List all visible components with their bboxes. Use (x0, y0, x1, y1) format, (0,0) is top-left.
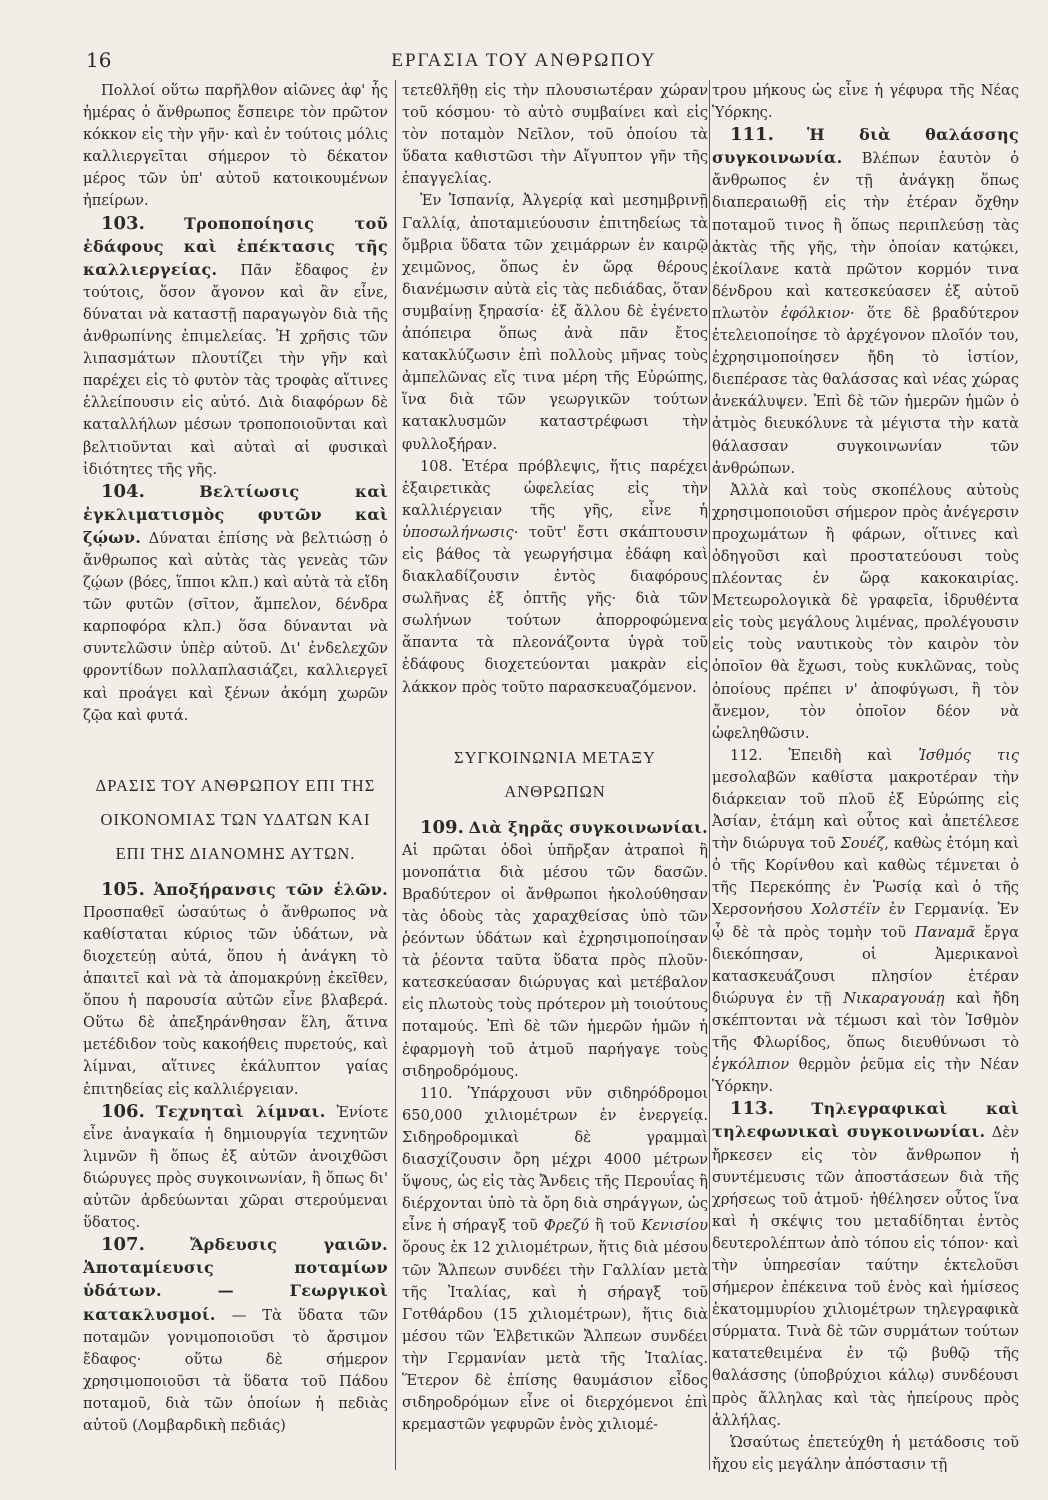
section-title: Ἡ διὰ θαλάσσης συγκοινωνία. (712, 125, 1019, 168)
text-run: ἔργα διεκόπησαν, οἱ Ἀμερικανοὶ κατασκευάζουσι πλησίον ἑτέραν διώρυγα ἐν τῇ (712, 923, 1019, 1007)
chapter-heading: ΔΡΑΣΙΣ ΤΟΥ ΑΝΘΡΩΠΟΥ ΕΠΙ ΤΗΣ ΟΙΚΟΝΟΜΙΑΣ ΤΩΝ ΥΔΑΤΩΝ ΚΑΙ ΕΠΙ ΤΗΣ ΔΙΑΝΟΜΗΣ ΑΥΤΩΝ. (95, 775, 376, 863)
column-3 (712, 80, 1019, 1476)
text-run: 108. Ἑτέρα πρόβλεψις, ἥτις παρέχει ἐξαιρετικὰς ὠφελείας εἰς τὴν καλλιέργειαν τῆς γῆς, εἶνε ἡ (402, 457, 708, 519)
section-109 (402, 817, 708, 1083)
number: 650,000 (402, 1106, 463, 1124)
text-run: , καθὼς ἐτόμη καὶ ὁ τῆς Κορίνθου καὶ καθὼς τέμνεται ὁ τῆς Περεκόπης ἐν Ῥωσίᾳ καὶ ὁ τῆς Χερσονήσου (712, 835, 1020, 919)
text-run: · ὅτε δὲ βραδύτερον ἐτελειοποίησε τὸ ἀρχέγονον πλοῖόν του, ἐχρησιμοποίησεν ἤδη τὸ ἱστίον, διεπέρασε τὰς θαλάσσας καὶ νέας χώρας ἀνεκάλυψεν. Ἐπὶ δὲ τῶν ἡμερῶν ἡμῶν ὁ ἀτμὸς διευκόλυνε τὰ μέγιστα τὴν κατὰ θάλασσαν συγκοινωνίαν τῶν ἀνθρώπων. (712, 304, 1019, 477)
section-number: 106. (101, 1100, 145, 1122)
paragraph: τρου μήκους ὡς εἶνε ἡ γέφυρα τῆς Νέας Ὑόρκης. (712, 82, 1019, 122)
text-run: ἢ τοῦ (589, 1217, 642, 1235)
running-title: ΕΡΓΑΣΙΑ ΤΟΥ ΑΝΘΡΩΠΟΥ (391, 50, 657, 71)
section-text: Δύναται ἐπίσης νὰ βελτιώσῃ ὁ ἄνθρωπος καὶ αὐτὰς τὰς γενεὰς τῶν ζῴων (βόες, ἵπποι κλπ.) καὶ αὐτὰ τὰ εἴδη τῶν φυτῶν (σῖτον, ἄμπελον, δένδρα καρποφόρα κλπ.) ὅσα δύνανται νὰ συντελῶσιν ὑπὲρ αὐτοῦ. Δι' ἐνδελεχῶν φροντίδων πολλαπλασιάζει, καλλιεργεῖ καὶ προάγει καὶ ξένων ἀκόμη χωρῶν ζῷα καὶ φυτά. (83, 529, 389, 724)
section-105 (83, 879, 388, 1101)
section-103 (83, 213, 388, 481)
italic-term: Κενισίου (641, 1217, 708, 1235)
section-text: — Τὰ ὕδατα τῶν ποταμῶν γονιμοποιοῦσι τὸ ἄρσιμον ἔδαφος· οὕτω δὲ σήμερον χρησιμοποιοῦσι τὰ ὕδατα τοῦ Πάδου ποταμοῦ, διὰ τῶν ὁποίων ἡ πεδιὰς αὐτοῦ (Λομβαρδικὴ πεδιάς) (83, 1306, 388, 1434)
paragraph: Ἐν Ἱσπανίᾳ, Ἀλγερίᾳ καὶ μεσημβρινῇ Γαλλίᾳ, ἀποταμιεύουσιν ἐπιτηδείως τὰ ὄμβρια ὕδατα τῶν χειμάρρων ἐν καιρῷ χειμῶνος, ὅπως ἐν ὥρᾳ θέρους διανέμωσιν αὐτὰ εἰς τὰς πεδιάδας, ὅταν συμβαίνῃ ξηρασία· ἐξ ἄλλου δὲ ἐγένετο ἀπόπειρα ὅπως ἀνὰ πᾶν ἔτος κατακλύζωσιν ἐπὶ πολλοὺς μῆνας τοὺς ἀμπελῶνας εἴς τινα μέρη τῆς Εὐρώπης, ἵνα διὰ τῶν γεωργικῶν τούτων κατακλυσμῶν καταστρέφωσι τὴν φυλλοξήραν. (402, 192, 708, 453)
section-number: 113. (730, 1098, 774, 1120)
section-title: Ἄρδευσις γαιῶν. Ἀποταμίευσις ποταμίων ὑδάτων. — Γεωργικοὶ κατακλυσμοί. (83, 1235, 388, 1324)
column-1 (83, 80, 388, 1437)
chapter-heading: ΣΥΓΚΟΙΝΩΝΙΑ ΜΕΤΑΞΥ ΑΝΘΡΩΠΩΝ (454, 747, 656, 801)
number: 15 (499, 1305, 518, 1323)
text-run: Βλέπων ἑαυτὸν ὁ ἄνθρωπος ἐν τῇ ἀνάγκῃ ὅπως διαπεραιωθῇ εἰς τὴν ἑτέραν ὄχθην ποταμοῦ τινος ἢ ὅπως περιπλεύσῃ τὰς ἀκτὰς τῆς γῆς, τὴν ὁποίαν κατῴκει, ἐκοίλανε κατὰ πρῶτον κορμόν τινα δένδρου καὶ κατεσκεύασεν ἐξ αὐτοῦ πλωτὸν (712, 150, 1019, 322)
text-run: ὅρους ἐκ (402, 1239, 473, 1257)
section-title: Τροποποίησις τοῦ ἐδάφους καὶ ἐπέκτασις τῆς καλλιεργείας. (83, 213, 388, 279)
column-2 (402, 80, 708, 1436)
italic-term: Φρεζύ (543, 1217, 590, 1235)
section-110 (402, 1083, 708, 1437)
section-title: Ἀποξήρανσις τῶν ἑλῶν. (153, 879, 389, 899)
section-number: 111. (730, 124, 774, 146)
section-text: Προσπαθεῖ ὡσαύτως ὁ ἄνθρωπος νὰ καθίσταται κύριος τῶν ὑδάτων, νὰ διοχετεύῃ αὐτά, ὅπου ἡ ἀνάγκη τὸ ἀπαιτεῖ καὶ νὰ τὰ ἀπομακρύνῃ ἐκεῖθεν, ὅπου ἡ παρουσία αὐτῶν εἶνε βλαβερά. Οὕτω δὲ ἀπεξηράνθησαν ἕλη, ἅτινα μετέδιδον τοὺς κακοήθεις πυρετούς, καὶ λίμναι, αἵτινες ἐκάλυπτον γαίας ἐπιτηδείας εἰς καλλιέργειαν. (83, 903, 388, 1098)
section-title: Διὰ ξηρᾶς συγκοινωνίαι. (468, 817, 708, 837)
number: 4000 (604, 1151, 642, 1169)
section-108 (402, 456, 708, 699)
section-text: Δὲν ἤρκεσεν εἰς τὸν ἄνθρωπον ἡ συντέμευσις τῶν ἀποστάσεων διὰ τῆς χρήσεως τοῦ ἀτμοῦ· ἠθέλησεν οὗτος ἵνα καὶ ἡ σκέψις του μεταδίδηται ἐντὸς δευτερολέπτων ἀπὸ τόπου εἰς τόπον· καὶ τὴν ὑπηρεσίαν ταύτην ἐκτελοῦσι σήμερον ἐπέκεινα τοῦ ἑνὸς καὶ ἡμίσεος ἑκατομμυρίου χιλιομέτρων τηλεγραφικὰ σύρματα. Τινὰ δὲ τῶν συρμάτων τούτων κατατεθειμένα ἐν τῷ βυθῷ τῆς θαλάσσης (ὑποβρύχιοι κάλῳ) συνδέουσι πρὸς ἄλληλας καὶ τὰς ἠπείρους πρὸς ἀλλήλας. (712, 1124, 1020, 1429)
section-title: Τηλεγραφικαὶ καὶ τηλεφωνικαὶ συγκοινωνίαι. (712, 1099, 1020, 1142)
section-text: Αἱ πρῶται ὁδοὶ ὑπῆρξαν ἀτραποὶ ἢ μονοπάτια διὰ μέσου τῶν δασῶν. Βραδύτερον οἱ ἄνθρωποι ἠκολούθησαν τὰς ὁδοὺς τὰς χαραχθείσας ὑπὸ τῶν ῥεόντων ὑδάτων καὶ ἐχρησιμοποίησαν τὰ ῥέοντα ταῦτα ὕδατα πρὸς πλοῦν· κατεσκεύασαν διώρυγας καὶ μετέβαλον εἰς πλωτοὺς τοὺς πρότερον μὴ τοιούτους ποταμούς. Ἐπὶ δὲ τῶν ἡμερῶν ἡμῶν ἡ ἐφαρμογὴ τοῦ ἀτμοῦ παρήγαγε τοὺς σιδηροδρόμους. (402, 841, 708, 1080)
italic-term: Σουέζ (840, 835, 885, 853)
section-113 (712, 1098, 1019, 1431)
section-107 (83, 1234, 388, 1437)
italic-term: ἐγκόλπιον (712, 1056, 790, 1074)
section-text: Πᾶν ἔδαφος ἐν τούτοις, ὅσον ἄγονον καὶ ἂν εἶνε, δύναται νὰ καταστῇ παραγωγὸν διὰ τῆς ἀνθρωπίνης ἐπιμελείας. Ἡ χρῆσις τῶν λιπασμάτων πλουτίζει τὴν γῆν καὶ παρέχει εἰς τὸ φυτὸν τὰς τροφὰς αἵτινες ἐλλείπουσιν εἰς αὐτό. Διὰ διαφόρων δὲ καταλλήλων μέσων τροποποιοῦνται καὶ βελτιοῦνται καὶ αὐταὶ αἱ φυσικαὶ ἰδιότητες τῆς γῆς. (83, 261, 388, 478)
page-number: 16 (86, 48, 112, 72)
paragraph: τετεθλῆθῃ εἰς τὴν πλουσιωτέραν χώραν τοῦ κόσμου· τὸ αὐτὸ συμβαίνει καὶ εἰς τὸν ποταμὸν Νεῖλον, τοῦ ὁποίου τὰ ὕδατα καθιστῶσι τὴν Αἴγυπτον γῆν τῆς ἐπαγγελίας. (402, 82, 708, 188)
section-number: 104. (101, 480, 145, 502)
text-run: 112. Ἐπειδὴ καὶ (730, 746, 919, 764)
paragraph: Πολλοί οὕτω παρῆλθον αἰῶνες ἀφ' ἧς ἡμέρας ὁ ἄνθρωπος ἔσπειρε τὸν πρῶτον κόκκον εἰς τὴν γῆν· καὶ ἐν τούτοις μόλις καλλιεργεῖται σήμερον τὸ δέκατον μέρος τῶν ὑπ' αὐτοῦ κατοικουμένων ἠπείρων. (83, 82, 388, 210)
italic-term: Παναμᾶ (914, 923, 976, 941)
column-rule (395, 80, 396, 1470)
text-run: μέτρων ὕψους, ὡς εἰς τὰς Ἄνδεις τῆς Περουΐας ἢ διέρχονται ὑπὸ τὰ ὄρη διὰ σηράγγων, ὡς εἶνε ἡ σήραγξ τοῦ (402, 1151, 709, 1235)
italic-term: Νικαραγουάῃ (843, 989, 945, 1007)
italic-term: ὑποσωλήνωσις (402, 523, 514, 541)
paragraph: Ὡσαύτως ἐπετεύχθη ἡ μετάδοσις τοῦ ἤχου εἰς μεγάλην ἀπόστασιν τῇ (712, 1433, 1019, 1473)
text-run: · τοῦτ' ἔστι σκάπτουσιν εἰς βάθος τὰ γεωργήσιμα ἐδάφη καὶ διακλαδίζουσιν ἐντὸς διαφόρους σωλῆνας ἐξ ὀπτῆς γῆς· διὰ τῶν σωλήνων τούτων ἀπορροφώμενα ἅπαντα τὰ πλεονάζοντα ὑγρὰ τοῦ ἐδάφους διοχετεύονται μακρὰν εἰς λάκκον πρὸς τοῦτο παρασκευαζόμενον. (402, 523, 708, 696)
italic-term: Χολστέϊν (811, 901, 881, 919)
section-number: 103. (101, 212, 145, 234)
text-run: χιλιομέτρων), ἥτις διὰ μέσου τῶν Ἑλβετικῶν Ἄλπεων συνδέει τὴν Γερμανίαν μετὰ τῆς Ἰταλίας. Ἕτερον δὲ ἐπίσης θαυμάσιον εἶδος σιδηροδρόμων εἶνε οἱ διερχόμενοι ἐπὶ κρεμαστῶν γεφυρῶν ἑνὸς χιλιομέ- (402, 1305, 708, 1434)
section-number: 109. (420, 816, 464, 838)
column-rule (709, 80, 710, 1470)
section-number: 107. (101, 1234, 145, 1256)
section-title: Τεχνηταὶ λίμναι. (155, 1101, 326, 1121)
number: 12 (472, 1239, 491, 1257)
section-111 (712, 124, 1019, 480)
text-run: θερμὸν ῥεῦμα εἰς τὴν Νέαν Ὑόρκην. (712, 1056, 1019, 1096)
section-text: Ἐνίοτε εἶνε ἀναγκαία ἡ δημιουργία τεχνητῶν λιμνῶν ἢ ὅπως ἐξ αὐτῶν ἀνοιχθῶσι διώρυγες πρὸς συγκοινωνίαν, ἢ ὅπως δι' αὐτῶν ἀρδεύωνται χῶραι στερούμεναι ὕδατος. (83, 1103, 389, 1232)
section-number: 105. (101, 878, 145, 900)
paragraph: Ἀλλὰ καὶ τοὺς σκοπέλους αὐτοὺς χρησιμοποιοῦσι σήμερον πρὸς ἀνέγερσιν προχωμάτων ἢ φάρων, οἵτινες καὶ ὁδηγοῦσι καὶ προστατεύουσι τοὺς πλέοντας ἐν ὥρᾳ κακοκαιρίας. Μετεωρολογικὰ δὲ γραφεῖα, ἱδρυθέντα εἰς τοὺς μεγάλους λιμένας, προλέγουσιν εἰς τοὺς ναυτικοὺς τὸν καιρὸν τὸν ὁποῖον θὰ ἔχωσι, τοὺς κυκλῶνας, τοὺς ὁποίους πρέπει ν' ἀποφύγωσι, ἢ τὸν ἄνεμον, τὸν ὁποῖον δέον νὰ ὠφεληθῶσιν. (712, 481, 1019, 742)
text-run: χιλιομέτρων, ἥτις διὰ μέσου τῶν Ἄλπεων συνδέει τὴν Γαλλίαν μετὰ τῆς Ἰταλίας, καὶ ἡ σήραγξ τοῦ Γοτθάρδου ( (402, 1239, 708, 1323)
text-run: 110. Ὑπάρχουσι νῦν σιδηρόδρομοι (420, 1084, 708, 1102)
text-run: ἐν Γερμανίᾳ. Ἐν ᾧ δὲ τὰ πρὸς τομὴν τοῦ (712, 901, 1019, 941)
italic-term: Ἰσθμός τις (918, 746, 1019, 764)
section-104 (83, 481, 388, 727)
section-106 (83, 1101, 388, 1235)
section-title: Βελτίωσις καὶ ἐγκλιματισμὸς φυτῶν καὶ ζῴων. (83, 481, 388, 547)
italic-term: ἐφόλκιον (780, 304, 850, 322)
text-run: καὶ ἤδη σκέπτονται νὰ τέμωσι καὶ τὸν Ἰσθμὸν τῆς Φλωρίδος, ὅπως διευθύνωσι τὸ (712, 989, 1020, 1052)
section-112 (712, 745, 1019, 1099)
text-run: μεσολαβῶν καθίστα μακροτέραν τὴν διάρκειαν τοῦ πλοῦ ἐξ Εὐρώπης εἰς Ἀσίαν, ἐτάμη καὶ οὗτος καὶ ἀπετέλεσε τὴν διώρυγα τοῦ (712, 768, 1019, 853)
text-run: χιλιομέτρων ἐν ἐνεργείᾳ. Σιδηροδρομικαὶ δὲ γραμμαὶ διασχίζουσιν ὄρη μέχρι (402, 1106, 708, 1169)
